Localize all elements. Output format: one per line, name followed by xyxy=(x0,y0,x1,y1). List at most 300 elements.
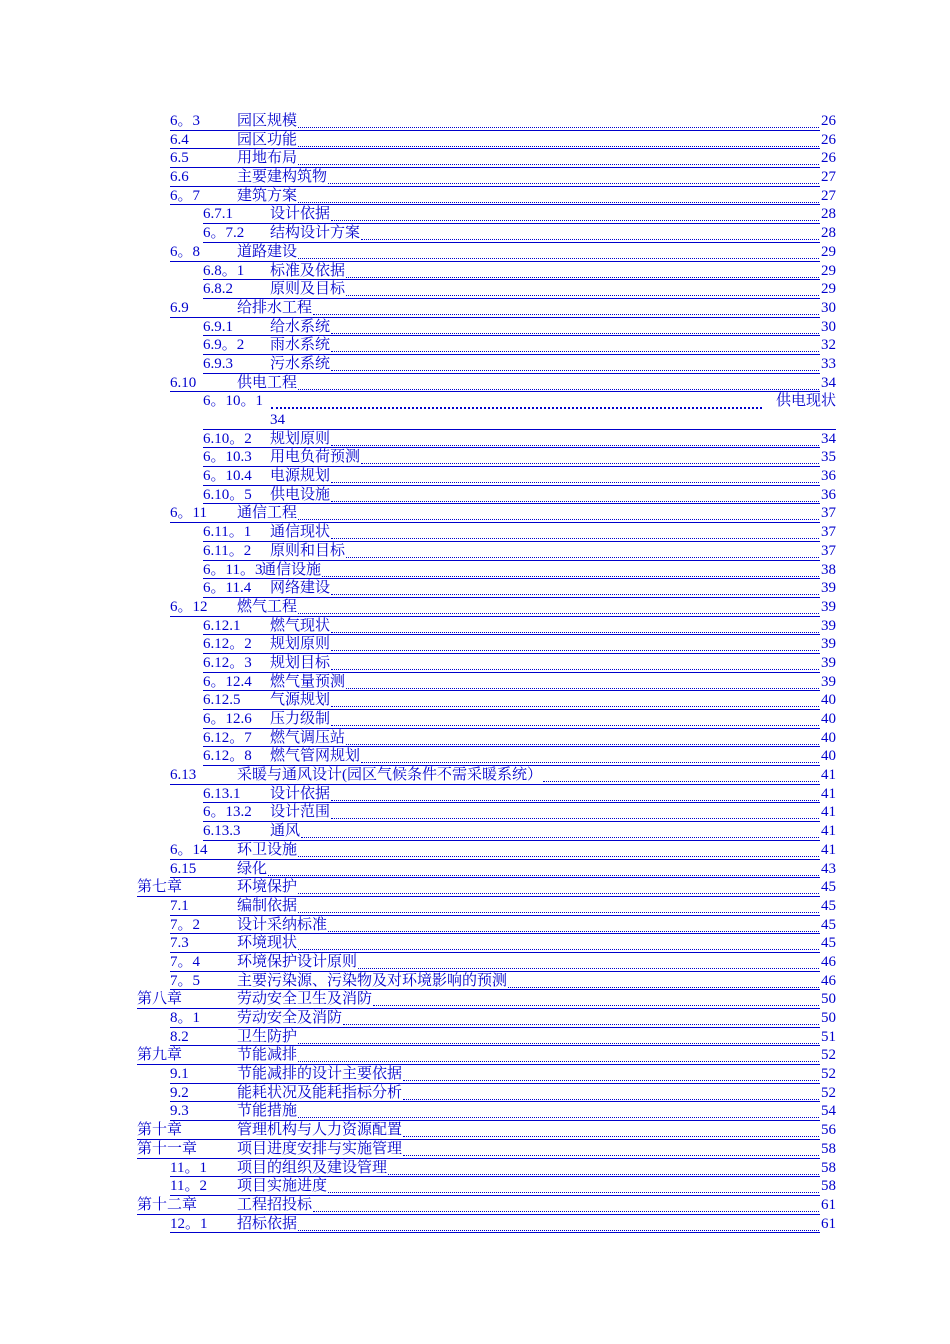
toc-dot-leader xyxy=(322,561,819,577)
toc-dot-leader xyxy=(361,224,819,240)
toc-entry-title: 节能措施 xyxy=(237,1103,298,1120)
toc-link[interactable] xyxy=(137,1046,836,1065)
toc-link[interactable] xyxy=(203,262,836,281)
toc-dot-leader xyxy=(403,1121,819,1137)
toc-dot-leader xyxy=(331,635,819,651)
toc-entry-title: 燃气现状 xyxy=(270,617,331,634)
toc-entry-title: 燃气调压站 xyxy=(270,729,346,746)
toc-entry-number: 6.8.2 xyxy=(203,281,233,298)
toc-dot-leader xyxy=(331,579,819,595)
toc-page-number: 50 xyxy=(821,991,836,1008)
toc-entry-number: 8。1 xyxy=(170,1010,201,1027)
toc-page-number: 39 xyxy=(821,673,836,690)
toc-entry-number: 第九章 xyxy=(137,1047,183,1064)
toc-entry[interactable] xyxy=(0,972,950,991)
toc-entry-number: 6。13.2 xyxy=(203,804,252,821)
toc-link[interactable] xyxy=(170,1065,836,1084)
toc-link[interactable] xyxy=(170,243,836,262)
toc-entry-title: 给排水工程 xyxy=(237,299,313,316)
toc-page-number: 29 xyxy=(821,281,836,298)
toc-page-number: 33 xyxy=(821,355,836,372)
toc-dot-leader xyxy=(346,280,819,296)
toc-entry[interactable] xyxy=(0,1121,950,1140)
toc-entry-number: 11。1 xyxy=(170,1159,207,1176)
toc-link[interactable] xyxy=(170,374,836,393)
toc-entry[interactable] xyxy=(0,1046,950,1065)
toc-page-number: 61 xyxy=(821,1215,836,1232)
toc-entry-number: 6。10.3 xyxy=(203,449,252,466)
toc-entry-number: 6.6 xyxy=(170,169,189,186)
toc-entry-number: 6。11.4 xyxy=(203,580,252,597)
toc-entry[interactable] xyxy=(0,467,950,486)
toc-dot-leader xyxy=(346,542,819,558)
toc-entry[interactable] xyxy=(0,1028,950,1047)
toc-dot-leader xyxy=(301,822,819,838)
toc-entry[interactable] xyxy=(0,841,950,860)
toc-entry-number: 6。14 xyxy=(170,841,208,858)
toc-entry[interactable] xyxy=(0,131,950,150)
toc-link[interactable] xyxy=(170,168,836,187)
toc-entry-number: 6。7.2 xyxy=(203,225,245,242)
toc-page-number: 40 xyxy=(821,711,836,728)
toc-entry-number: 第八章 xyxy=(137,991,183,1008)
toc-entry-number: 8.2 xyxy=(170,1028,189,1045)
toc-entry-title: 结构设计方案 xyxy=(270,225,361,242)
toc-entry[interactable] xyxy=(0,710,950,729)
toc-page-number: 26 xyxy=(821,150,836,167)
toc-entry-title: 环卫设施 xyxy=(237,841,298,858)
toc-entry[interactable] xyxy=(0,860,950,879)
toc-page-number: 50 xyxy=(821,1010,836,1027)
toc-entry-title: 规划原则 xyxy=(270,430,331,447)
toc-entry-number: 6。12 xyxy=(170,598,208,615)
toc-entry[interactable] xyxy=(0,990,950,1009)
toc-entry-number: 6。12.4 xyxy=(203,673,252,690)
toc-entry-title: 通信设施 xyxy=(261,561,322,578)
toc-link[interactable] xyxy=(137,1121,836,1140)
toc-entry-title: 通信现状 xyxy=(270,524,331,541)
toc-entry-number: 9.3 xyxy=(170,1103,189,1120)
toc-page-number: 28 xyxy=(821,206,836,223)
toc-link[interactable] xyxy=(203,710,836,729)
toc-entry[interactable] xyxy=(0,803,950,822)
toc-page-number: 45 xyxy=(821,916,836,933)
toc-link[interactable] xyxy=(203,280,836,299)
toc-entry[interactable] xyxy=(0,766,950,785)
toc-dot-leader xyxy=(298,1028,819,1044)
toc-link[interactable] xyxy=(203,205,836,224)
toc-link[interactable] xyxy=(203,822,836,841)
toc-entry[interactable] xyxy=(0,635,950,654)
toc-entry[interactable] xyxy=(0,1009,950,1028)
toc-dot-leader xyxy=(331,430,819,446)
toc-entry[interactable] xyxy=(0,1177,950,1196)
toc-page-number: 46 xyxy=(821,953,836,970)
toc-entry-title: 原则和目标 xyxy=(270,542,346,559)
toc-link[interactable] xyxy=(203,336,836,355)
toc-link[interactable] xyxy=(137,1196,836,1215)
toc-dot-leader xyxy=(331,785,819,801)
toc-dot-leader xyxy=(313,299,819,315)
toc-dot-leader xyxy=(298,112,819,128)
toc-entry-number: 6.12.1 xyxy=(203,617,241,634)
toc-entry[interactable] xyxy=(0,747,950,766)
toc-link[interactable] xyxy=(137,1140,836,1159)
toc-link[interactable] xyxy=(203,355,836,374)
toc-entry-title: 编制依据 xyxy=(237,897,298,914)
toc-page-number: 27 xyxy=(821,169,836,186)
toc-page-number: 39 xyxy=(821,617,836,634)
toc-page-number: 40 xyxy=(821,748,836,765)
toc-entry-title: 设计依据 xyxy=(270,206,331,223)
toc-entry[interactable] xyxy=(0,336,950,355)
toc-entry-title: 燃气量预测 xyxy=(270,673,346,690)
toc-dot-leader xyxy=(298,1215,819,1231)
toc-entry[interactable] xyxy=(0,486,950,505)
toc-dot-leader xyxy=(331,691,819,707)
toc-dot-leader xyxy=(331,318,819,334)
toc-page-number: 28 xyxy=(821,225,836,242)
toc-entry-number: 6.12。7 xyxy=(203,729,252,746)
toc-page-number: 37 xyxy=(821,542,836,559)
toc-link[interactable] xyxy=(203,691,836,710)
toc-page-number: 39 xyxy=(821,636,836,653)
toc-entry[interactable] xyxy=(0,673,950,692)
toc-entry[interactable] xyxy=(0,374,950,393)
toc-page-number: 26 xyxy=(821,113,836,129)
toc-dot-leader xyxy=(331,336,819,352)
toc-page-number: 52 xyxy=(821,1084,836,1101)
toc-entry[interactable] xyxy=(0,691,950,710)
toc-link[interactable] xyxy=(203,654,836,673)
toc-entry[interactable] xyxy=(0,523,950,542)
toc-link[interactable] xyxy=(170,112,836,131)
toc-link[interactable] xyxy=(203,318,836,337)
toc-link[interactable] xyxy=(170,1177,836,1196)
toc-link[interactable] xyxy=(170,1102,836,1121)
toc-entry-number: 6.10 xyxy=(170,374,197,391)
toc-entry-number: 第七章 xyxy=(137,879,183,896)
toc-entry-number: 6.11。2 xyxy=(203,542,252,559)
toc-entry-title: 标准及依据 xyxy=(270,262,346,279)
toc-link[interactable] xyxy=(203,561,836,580)
toc-dot-leader xyxy=(298,149,819,165)
toc-dot-leader xyxy=(403,1084,819,1100)
toc-page-number: 34 xyxy=(270,412,285,428)
toc-link[interactable] xyxy=(170,860,836,879)
toc-entry[interactable] xyxy=(0,392,950,429)
toc-entry[interactable] xyxy=(0,205,950,224)
toc-page-number: 37 xyxy=(821,505,836,522)
toc-link[interactable] xyxy=(170,841,836,860)
toc-entry-number: 6。3 xyxy=(170,113,201,129)
toc-entry[interactable] xyxy=(0,280,950,299)
toc-entry-title: 设计范围 xyxy=(270,804,331,821)
toc-dot-leader xyxy=(543,766,819,782)
toc-entry[interactable] xyxy=(0,430,950,449)
toc-dot-leader xyxy=(298,187,819,203)
toc-link[interactable] xyxy=(203,467,836,486)
toc-page-number: 34 xyxy=(821,430,836,447)
toc-entry-title: 气源规划 xyxy=(270,692,331,709)
toc-link[interactable] xyxy=(170,766,836,785)
toc-entry-title: 给水系统 xyxy=(270,318,331,335)
toc-link[interactable] xyxy=(170,1009,836,1028)
toc-entry-number: 7。4 xyxy=(170,953,201,970)
toc-entry-title: 燃气管网规划 xyxy=(270,748,361,765)
toc-dot-leader xyxy=(298,243,819,259)
toc-entry-number: 6.15 xyxy=(170,860,197,877)
toc-entry[interactable] xyxy=(0,112,950,131)
toc-entry[interactable] xyxy=(0,729,950,748)
toc-entry[interactable] xyxy=(0,1084,950,1103)
toc-entry[interactable] xyxy=(0,934,950,953)
toc-entry[interactable] xyxy=(0,953,950,972)
toc-entry[interactable] xyxy=(0,1196,950,1215)
toc-entry-title: 管理机构与人力资源配置 xyxy=(237,1122,403,1139)
toc-entry[interactable] xyxy=(0,1065,950,1084)
toc-link[interactable] xyxy=(170,1159,836,1178)
toc-entry[interactable] xyxy=(0,187,950,206)
toc-entry[interactable] xyxy=(0,1140,950,1159)
toc-entry-title: 用电负荷预测 xyxy=(270,449,361,466)
toc-link[interactable] xyxy=(170,504,836,523)
toc-page-number: 45 xyxy=(821,897,836,914)
toc-dot-leader xyxy=(328,168,819,184)
toc-link[interactable] xyxy=(170,187,836,206)
toc-link[interactable] xyxy=(170,897,836,916)
toc-link[interactable] xyxy=(203,430,836,449)
toc-page-number: 41 xyxy=(821,785,836,802)
toc-entry-title: 园区功能 xyxy=(237,131,298,148)
toc-entry-number: 6.12。8 xyxy=(203,748,252,765)
toc-entry[interactable] xyxy=(0,224,950,243)
toc-page-number: 58 xyxy=(821,1178,836,1195)
toc-dot-leader xyxy=(331,654,819,670)
toc-entry[interactable] xyxy=(0,355,950,374)
toc-entry-title: 供电现状 xyxy=(775,393,836,410)
toc-entry-title: 环境保护 xyxy=(237,879,298,896)
toc-link[interactable] xyxy=(170,1084,836,1103)
toc-dot-leader xyxy=(361,747,819,763)
toc-dot-leader xyxy=(331,486,819,502)
toc-page-number: 36 xyxy=(821,468,836,485)
toc-dot-leader xyxy=(298,1046,819,1062)
toc-entry[interactable] xyxy=(0,542,950,561)
toc-page-number: 58 xyxy=(821,1140,836,1157)
toc-dot-leader xyxy=(358,953,819,969)
toc-entry-title: 设计采纳标准 xyxy=(237,916,328,933)
toc-link[interactable] xyxy=(203,785,836,804)
toc-entry[interactable] xyxy=(0,1102,950,1121)
toc-page-number: 51 xyxy=(821,1028,836,1045)
toc-entry[interactable] xyxy=(0,561,950,580)
toc-dot-leader xyxy=(298,598,819,614)
toc-link[interactable] xyxy=(203,635,836,654)
toc-link[interactable] xyxy=(203,747,836,766)
toc-entry-number: 6.9。2 xyxy=(203,337,245,354)
toc-entry-title: 压力级制 xyxy=(270,711,331,728)
toc-entry[interactable] xyxy=(0,448,950,467)
toc-entry[interactable] xyxy=(0,579,950,598)
toc-entry-number: 6.13 xyxy=(170,767,197,784)
toc-page-number: 36 xyxy=(821,486,836,503)
toc-link[interactable] xyxy=(170,916,836,935)
toc-dot-leader xyxy=(346,262,819,278)
toc-entry[interactable] xyxy=(0,785,950,804)
toc-link[interactable] xyxy=(170,149,836,168)
toc-link[interactable] xyxy=(203,542,836,561)
toc-dot-leader xyxy=(403,1065,819,1081)
toc-page-number: 52 xyxy=(821,1047,836,1064)
toc-entry[interactable] xyxy=(0,262,950,281)
toc-page-number: 32 xyxy=(821,337,836,354)
toc-entry-number: 6.4 xyxy=(170,131,189,148)
toc-entry-title: 劳动安全及消防 xyxy=(237,1010,343,1027)
toc-entry-title: 主要污染源、污染物及对环境影响的预测 xyxy=(237,972,508,989)
toc-page-number: 37 xyxy=(821,524,836,541)
toc-link[interactable] xyxy=(170,972,836,991)
toc-entry-number: 6.10。5 xyxy=(203,486,252,503)
toc-entry[interactable] xyxy=(0,598,950,617)
toc-entry-number: 6。11 xyxy=(170,505,207,522)
toc-page-number: 58 xyxy=(821,1159,836,1176)
toc-entry-title: 工程招投标 xyxy=(237,1196,313,1213)
toc-entry-number: 9.2 xyxy=(170,1084,189,1101)
toc-entry-number: 6。10.4 xyxy=(203,468,252,485)
toc-dot-leader xyxy=(328,1177,819,1193)
toc-page-number: 39 xyxy=(821,580,836,597)
toc-entry[interactable] xyxy=(0,916,950,935)
toc-entry-number: 7。2 xyxy=(170,916,201,933)
toc-dot-leader xyxy=(298,131,819,147)
toc-page-number: 34 xyxy=(821,374,836,391)
toc-entry-title: 燃气工程 xyxy=(237,598,298,615)
toc-entry[interactable] xyxy=(0,822,950,841)
toc-link[interactable] xyxy=(170,598,836,617)
toc-entry[interactable] xyxy=(0,897,950,916)
toc-page-number: 41 xyxy=(821,804,836,821)
toc-entry-number: 6.12.5 xyxy=(203,692,241,709)
toc-link[interactable] xyxy=(203,579,836,598)
toc-dot-leader xyxy=(298,504,819,520)
toc-link[interactable] xyxy=(203,486,836,505)
toc-dot-leader xyxy=(403,1140,819,1156)
toc-page-number: 54 xyxy=(821,1103,836,1120)
toc-entry-number: 6.11。1 xyxy=(203,524,252,541)
toc-entry[interactable] xyxy=(0,617,950,636)
toc-entry-title: 通风 xyxy=(270,823,301,840)
toc-entry[interactable] xyxy=(0,318,950,337)
toc-entry-number: 12。1 xyxy=(170,1215,208,1232)
toc-entry-title: 用地布局 xyxy=(237,150,298,167)
toc-link[interactable] xyxy=(170,131,836,150)
toc-entry-number: 6。11。3 xyxy=(203,561,263,578)
toc-entry-title: 规划原则 xyxy=(270,636,331,653)
toc-dot-leader xyxy=(298,1102,819,1118)
toc-entry[interactable] xyxy=(0,149,950,168)
toc-link[interactable] xyxy=(137,878,836,897)
toc-entry-number: 6.13.1 xyxy=(203,785,241,802)
toc-dot-leader xyxy=(343,1009,819,1025)
toc-page-number: 45 xyxy=(821,935,836,952)
toc-page-number: 39 xyxy=(821,598,836,615)
toc-dot-leader xyxy=(298,897,819,913)
toc-link[interactable] xyxy=(203,523,836,542)
toc-entry[interactable] xyxy=(0,654,950,673)
toc-entry-title: 网络建设 xyxy=(270,580,331,597)
toc-entry-number: 6。10。1 xyxy=(203,393,264,410)
toc-entry-number: 6.5 xyxy=(170,150,189,167)
toc-link[interactable] xyxy=(203,673,836,692)
toc-link[interactable] xyxy=(170,953,836,972)
toc-entry-number: 7.3 xyxy=(170,935,189,952)
toc-page-number: 43 xyxy=(821,860,836,877)
toc-page-number: 29 xyxy=(821,262,836,279)
toc-entry[interactable] xyxy=(0,504,950,523)
toc-page-number: 39 xyxy=(821,654,836,671)
toc-entry[interactable] xyxy=(0,168,950,187)
toc-entry-number: 6.9.1 xyxy=(203,318,233,335)
toc-entry-number: 11。2 xyxy=(170,1178,207,1195)
toc-entry[interactable] xyxy=(0,299,950,318)
toc-link[interactable] xyxy=(203,224,836,243)
toc-dot-leader xyxy=(331,523,819,539)
toc-entry-title: 采暖与通风设计(园区气候条件不需采暖系统） xyxy=(237,767,542,784)
toc-page-number: 52 xyxy=(821,1066,836,1083)
toc-entry-title: 节能减排的设计主要依据 xyxy=(237,1066,403,1083)
toc-entry-number: 第十一章 xyxy=(137,1140,198,1157)
toc-link[interactable] xyxy=(170,1215,836,1234)
toc-link[interactable] xyxy=(170,934,836,953)
toc-entry-title: 电源规划 xyxy=(270,468,331,485)
toc-entry-title: 供电工程 xyxy=(237,374,298,391)
toc-entry-number: 第十章 xyxy=(137,1122,183,1139)
toc-link[interactable] xyxy=(203,448,836,467)
toc-entry[interactable] xyxy=(0,243,950,262)
toc-entry[interactable] xyxy=(0,1159,950,1178)
toc-entry-number: 6.10。2 xyxy=(203,430,252,447)
toc-link[interactable] xyxy=(203,392,836,429)
toc-entry-number: 6.9 xyxy=(170,299,189,316)
toc-entry-number: 7。5 xyxy=(170,972,201,989)
toc-entry[interactable] xyxy=(0,1215,950,1234)
toc-page-number: 46 xyxy=(821,972,836,989)
toc-page-number: 61 xyxy=(821,1196,836,1213)
toc-dot-leader xyxy=(328,916,819,932)
toc-dot-leader xyxy=(346,729,819,745)
toc-entry-title: 招标依据 xyxy=(237,1215,298,1232)
toc-entry-title: 污水系统 xyxy=(270,355,331,372)
toc-dot-leader xyxy=(331,355,819,371)
toc-link[interactable] xyxy=(170,1028,836,1047)
toc-entry-title: 规划目标 xyxy=(270,654,331,671)
toc-link[interactable] xyxy=(203,803,836,822)
toc-link[interactable] xyxy=(203,729,836,748)
toc-link[interactable] xyxy=(203,617,836,636)
toc-entry-number: 6。7 xyxy=(170,187,201,204)
toc-dot-leader xyxy=(298,374,819,390)
toc-entry-title: 环境现状 xyxy=(237,935,298,952)
toc-dot-leader xyxy=(271,392,762,409)
toc-dot-leader xyxy=(331,710,819,726)
toc-link[interactable] xyxy=(170,299,836,318)
toc-link[interactable] xyxy=(137,990,836,1009)
toc-page-number: 30 xyxy=(821,318,836,335)
toc-entry[interactable] xyxy=(0,878,950,897)
toc-page-number: 27 xyxy=(821,187,836,204)
toc-entry-title: 项目的组织及建设管理 xyxy=(237,1159,388,1176)
